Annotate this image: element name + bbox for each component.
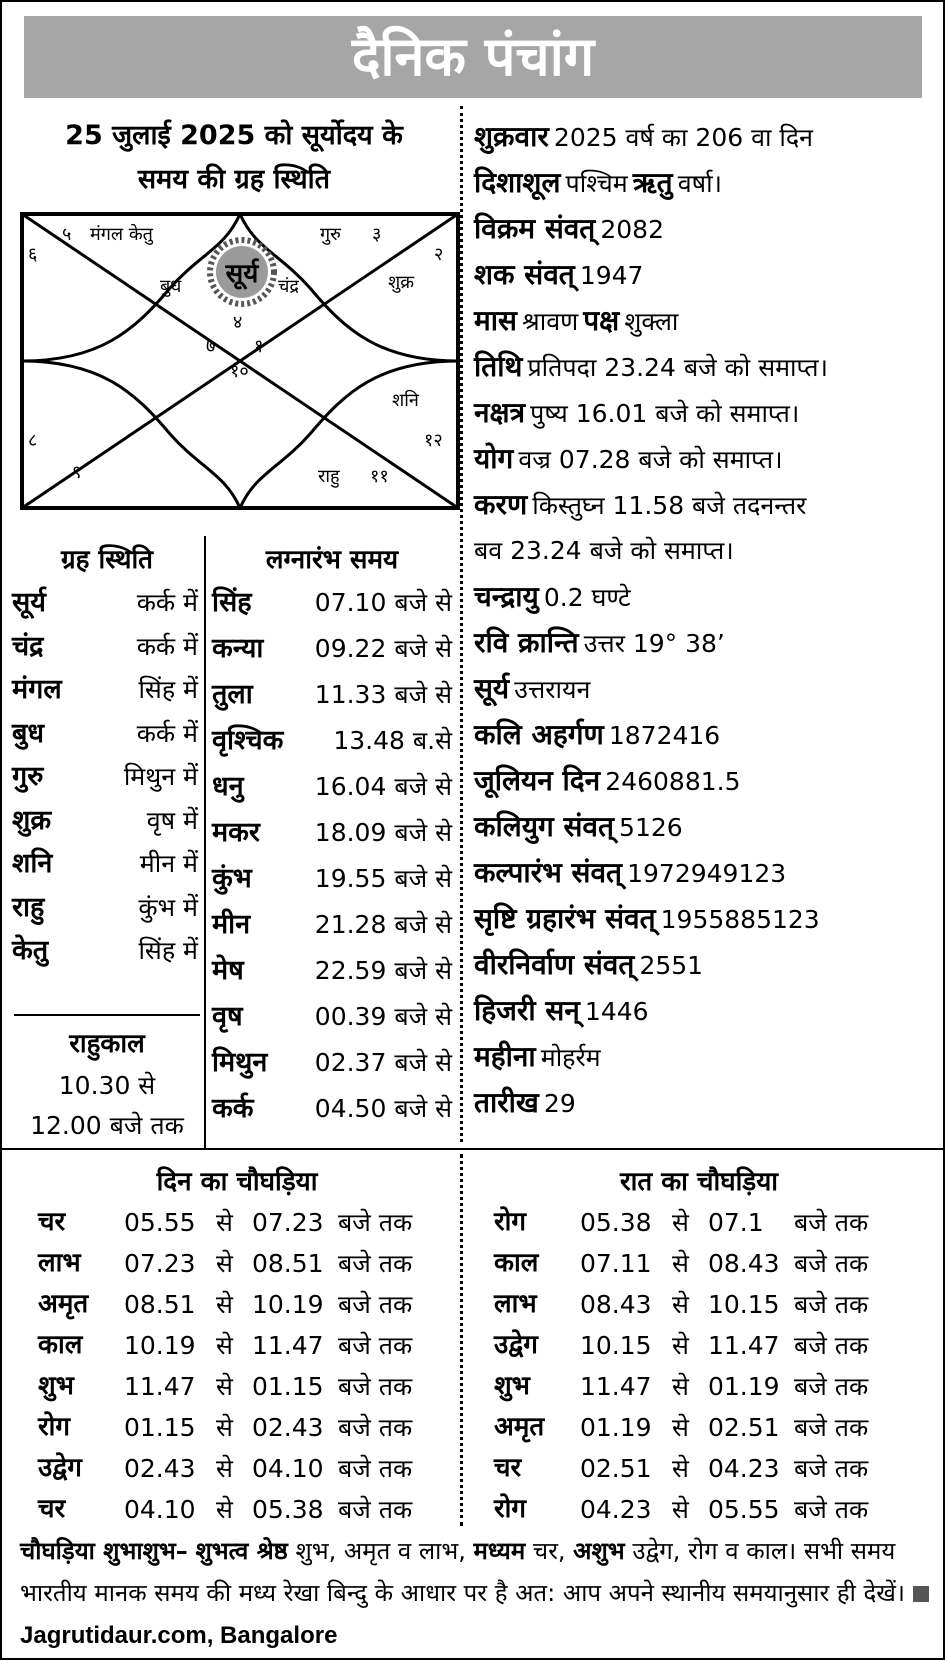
lagna-row [212,580,452,626]
panchang-key: शक संवत् [474,258,575,291]
panchang-row [474,436,783,482]
graha-row [12,798,198,844]
graha-row [12,841,198,887]
choghadiya-name: चर [38,1207,66,1237]
lagna-row [212,948,452,994]
choghadiya-to: 08.43 [708,1249,780,1278]
panchang-value: मोहर्रम [540,1043,601,1072]
choghadiya-name: काल [38,1330,83,1360]
rahukaal-line2: 12.00 बजे तक [30,1111,184,1140]
panchang-value: 1947 [579,261,644,290]
panchang-key: दिशाशूल [474,166,561,199]
panchang-value: 5126 [619,813,683,842]
panchang-value: 1972949123 [627,859,787,888]
choghadiya-name: लाभ [494,1289,537,1319]
choghadiya-se: से [216,1495,233,1524]
choghadiya-to: 07.1 [708,1208,764,1237]
lagna-sign: मेष [212,955,244,986]
footer-text-3: चर, [532,1537,566,1565]
panchang-key: शुक्रवार [474,120,549,153]
lagna-time: 21.28 बजे से [314,910,452,939]
panchang-value: बव 23.24 बजे को समाप्त। [474,536,734,565]
panchang-row [474,390,799,436]
choghadiya-from: 01.19 [580,1413,652,1442]
choghadiya-se: से [216,1208,233,1237]
house-3: ३ [372,224,382,245]
choghadiya-tail: बजे तक [338,1413,413,1442]
choghadiya-to: 04.10 [252,1454,324,1483]
choghadiya-se: से [216,1249,233,1278]
panchang-value: 2025 वर्ष का 206 वा दिन [553,123,814,152]
panchang-row [474,712,720,758]
graha-sign: मीन में [139,849,198,878]
choghadiya-se: से [216,1372,233,1401]
graha-row [12,667,198,713]
lagna-row [212,810,452,856]
choghadiya-se: से [672,1372,689,1401]
lagna-sign: वृष [212,1001,243,1032]
choghadiya-tail: बजे तक [794,1208,869,1237]
choghadiya-from: 05.55 [124,1208,196,1237]
rahukaal-divider [14,1014,200,1016]
choghadiya-from: 04.23 [580,1495,652,1524]
panchang-value: 2082 [600,215,664,244]
choghadiya-se: से [216,1331,233,1360]
choghadiya-to: 11.47 [252,1331,324,1360]
panchang-row [474,666,590,712]
choghadiya-se: से [672,1208,689,1237]
panchang-key: मास [474,304,517,337]
choghadiya-to: 02.51 [708,1413,780,1442]
graha-sign: कर्क में [136,588,198,617]
choghadiya-to: 05.38 [252,1495,324,1524]
graha-row [12,580,198,626]
choghadiya-name: रोग [494,1494,527,1524]
kundli-chart [20,212,460,510]
panchang-value: पुष्य 16.01 बजे को समाप्त। [530,399,800,428]
choghadiya-name: उद्वेग [494,1330,538,1360]
din_choghadiya-row [38,1325,478,1366]
panchang-value: 2551 [639,951,704,980]
planet-shukra: शुक्र [388,272,415,293]
lagna-row [212,764,452,810]
house-7: ७ [206,336,216,357]
choghadiya-tail: बजे तक [338,1290,413,1319]
panchang-value: 0.2 घण्टे [543,583,631,612]
panchang-row [474,1080,576,1126]
lagna-sign: सिंह [212,587,252,618]
lagna-sign: मीन [212,909,251,940]
footer-text-4: उद्वेग, रोग व काल। सभी समय भारतीय मानक समय की मध्य रेखा बिन्दु के आधार पर है अत: आप अपने स्थानीय समयानुसार ही देखें। [20,1537,905,1607]
lagna-row [212,718,452,764]
choghadiya-from: 02.43 [124,1454,196,1483]
lagna-time: 19.55 बजे से [314,864,452,893]
panchang-key-2: ऋतु [632,166,673,199]
footer-note [20,1530,932,1657]
choghadiya-tail: बजे तक [794,1454,869,1483]
choghadiya-tail: बजे तक [794,1290,869,1319]
lagna-sign: मकर [212,817,260,848]
din-choghadiya-heading: दिन का चौघड़िया [156,1167,318,1197]
panchang-row [474,620,725,666]
planet-surya: सूर्य [225,259,259,289]
panchang-value: 2460881.5 [605,767,741,796]
choghadiya-to: 10.15 [708,1290,780,1319]
lagna-time: 13.48 ब.से [333,726,452,755]
choghadiya-name: लाभ [38,1248,81,1278]
panchang-key: करण [474,488,528,521]
choghadiya-to: 07.23 [252,1208,324,1237]
house-1: १ [254,336,264,357]
choghadiya-tail: बजे तक [338,1249,413,1278]
choghadiya-to: 02.43 [252,1413,324,1442]
panchang-row [474,298,678,344]
choghadiya-name: चर [494,1453,522,1483]
choghadiya-name: शुभ [38,1371,74,1401]
graha-planet: केतु [12,935,49,966]
panchang-key: तिथि [474,350,523,383]
panchang-value: 1446 [584,997,649,1026]
house-10: १० [230,361,249,382]
choghadiya-from: 07.11 [580,1249,652,1278]
din_choghadiya-row [38,1284,478,1325]
din_choghadiya-row [38,1489,478,1530]
choghadiya-tail: बजे तक [794,1372,869,1401]
house-2: २ [434,244,444,265]
choghadiya-se: से [216,1290,233,1319]
din_choghadiya-row [38,1366,478,1407]
choghadiya-se: से [672,1249,689,1278]
graha-planet: गुरु [12,761,44,792]
lagna-time: 09.22 बजे से [314,634,452,663]
choghadiya-se: से [672,1331,689,1360]
lagna-row [212,1040,452,1086]
choghadiya-from: 10.19 [124,1331,196,1360]
lagna-time: 00.39 बजे से [314,1002,452,1031]
graha-row [12,711,198,757]
choghadiya-tail: बजे तक [338,1331,413,1360]
lagna-row [212,856,452,902]
house-6: ६ [28,244,38,265]
graha-row [12,928,198,974]
panchang-row [474,896,820,942]
planet-mangal-ketu: मंगल केतु [90,224,153,245]
choghadiya-from: 05.38 [580,1208,652,1237]
lagna-row [212,902,452,948]
planet-rahu: राहु [318,466,340,487]
choghadiya-from: 08.43 [580,1290,652,1319]
house-8: ८ [28,430,38,451]
graha-sign: कर्क में [136,631,198,661]
graha-row [12,754,198,800]
panchang-row [474,206,664,252]
panchang-value-2: शुक्ला [624,307,679,336]
panchang-key: सृष्टि ग्रहारंभ संवत् [474,902,656,935]
choghadiya-name: अमृत [38,1289,89,1319]
panchang-row [474,528,734,574]
lagna-time: 22.59 बजे से [314,956,452,985]
panchang-row [474,160,722,206]
choghadiya-tail: बजे तक [794,1249,869,1278]
lagna-sign: धनु [212,771,244,802]
rahukaal-heading: राहुकाल [69,1029,145,1059]
choghadiya-from: 10.15 [580,1331,652,1360]
choghadiya-from: 11.47 [580,1372,652,1401]
panchang-key: विक्रम संवत् [474,212,596,245]
panchang-row [474,850,786,896]
choghadiya-from: 07.23 [124,1249,196,1278]
panchang-row [474,988,649,1034]
choghadiya-tail: बजे तक [338,1495,413,1524]
choghadiya-to: 05.55 [708,1495,780,1524]
lagna-row [212,994,452,1040]
graha-row [12,885,198,931]
panchang-value: उत्तर 19° 38’ [583,629,725,658]
choghadiya-from: 11.47 [124,1372,196,1401]
raat_choghadiya-row [494,1407,934,1448]
panchang-value: उत्तरायन [514,675,591,704]
choghadiya-from: 08.51 [124,1290,196,1319]
graha-planet: चंद्र [12,630,44,662]
rahukaal-line1: 10.30 से [58,1071,156,1100]
house-12: १२ [424,430,443,451]
lagna-sign: कन्या [212,633,264,664]
panchang-row [474,942,703,988]
lagna-sign: मिथुन [212,1047,268,1078]
choghadiya-se: से [216,1454,233,1483]
raat_choghadiya-row [494,1284,934,1325]
din_choghadiya-row [38,1243,478,1284]
choghadiya-to: 01.19 [708,1372,780,1401]
panchang-key-2: पक्ष [583,304,620,337]
panchang-row [474,344,828,390]
graha-lagna-divider [204,536,206,1148]
footer-key-2: शुभत्व श्रेष्ठ [195,1537,288,1565]
raat-choghadiya-heading: रात का चौघड़िया [619,1167,779,1197]
choghadiya-to: 10.19 [252,1290,324,1319]
panchang-row [474,758,741,804]
graha-sign: सिंह में [138,936,198,965]
raat_choghadiya-row [494,1448,934,1489]
din_choghadiya-row [38,1202,478,1243]
panchang-row [474,252,643,298]
lagna-sign: कुंभ [212,863,252,894]
graha-planet: बुध [12,717,45,749]
panchang-key: योग [474,442,514,475]
graha-sign: कर्क में [136,718,198,748]
din_choghadiya-row [38,1448,478,1489]
choghadiya-se: से [672,1454,689,1483]
panchang-key: रवि क्रान्ति [474,626,579,659]
lagna-sign: कर्क [212,1093,254,1124]
choghadiya-tail: बजे तक [794,1413,869,1442]
graha-sthiti-heading: ग्रह स्थिति [60,545,154,575]
footer-square-icon [913,1586,929,1602]
choghadiya-tail: बजे तक [794,1331,869,1360]
choghadiya-name: अमृत [494,1412,545,1442]
raat_choghadiya-row [494,1489,934,1530]
panchang-value: 1872416 [608,721,721,750]
panchang-value: किस्तुघ्न 11.58 बजे तदनन्तर [532,491,807,520]
graha-planet: मंगल [12,674,62,705]
graha-planet: शुक्र [12,804,52,836]
lagna-time: 07.10 बजे से [314,588,452,617]
lagna-sign: वृश्चिक [212,725,284,756]
panchang-key: जूलियन दिन [474,764,601,797]
planet-guru: गुरु [320,224,341,245]
panchang-key: महीना [474,1040,536,1073]
planet-budh: बुध [160,276,182,297]
panchang-value: 29 [543,1089,576,1118]
choghadiya-from: 02.51 [580,1454,652,1483]
panchang-value-2: वर्षा। [677,169,723,198]
choghadiya-name: चर [38,1494,66,1524]
choghadiya-se: से [672,1413,689,1442]
footer-key-1: चौघड़िया शुभाशुभ– [20,1537,188,1565]
house-4: ४ [233,312,243,333]
choghadiya-name: शुभ [494,1371,530,1401]
graha-planet: राहु [12,891,45,923]
house-5: ५ [62,224,72,245]
panchang-value: प्रतिपदा 23.24 बजे को समाप्त। [527,353,828,382]
panchang-key: कलियुग संवत् [474,810,614,843]
raat_choghadiya-row [494,1202,934,1243]
planet-chandra: चंद्र [278,276,299,297]
panchang-value: 1955885123 [660,905,820,934]
panchang-key: चन्द्रायु [474,580,539,613]
choghadiya-name: रोग [38,1412,71,1442]
raat_choghadiya-row [494,1366,934,1407]
kundli-title-line1: 25 जुलाई 2025 को सूर्योदय के [65,120,403,151]
choghadiya-to: 04.23 [708,1454,780,1483]
lagna-time: 04.50 बजे से [314,1094,452,1123]
graha-planet: शनि [12,848,53,879]
panchang-key: तारीख [474,1086,539,1119]
footer-key-4: अशुभ [573,1537,625,1565]
choghadiya-from: 01.15 [124,1413,196,1442]
panchang-key: हिजरी सन् [474,994,580,1027]
choghadiya-to: 08.51 [252,1249,324,1278]
panchang-value: श्रावण [522,307,579,336]
choghadiya-to: 11.47 [708,1331,780,1360]
panchang-row [474,482,806,528]
panchang-row [474,804,683,850]
choghadiya-tail: बजे तक [338,1208,413,1237]
lagna-heading: लग्नारंभ समय [265,545,399,575]
footer-key-3: मध्यम [473,1537,526,1565]
choghadiya-tail: बजे तक [338,1454,413,1483]
lagna-row [212,626,452,672]
footer-brand: Jagrutidaur.com, Bangalore [20,1622,338,1649]
graha-planet: सूर्य [12,587,46,618]
lagna-time: 16.04 बजे से [314,772,452,801]
center-divider-top [460,106,463,1142]
lagna-time: 02.37 बजे से [314,1048,452,1077]
house-11: ११ [370,466,389,487]
choghadiya-se: से [672,1290,689,1319]
raat_choghadiya-row [494,1243,934,1284]
graha-row [12,624,198,670]
lagna-time: 18.09 बजे से [314,818,452,847]
choghadiya-se: से [672,1495,689,1524]
graha-sign: वृष में [146,805,198,835]
kundli-title-line2: समय की ग्रह स्थिति [137,164,331,195]
lagna-time: 11.33 बजे से [314,680,452,709]
house-9: ९ [72,462,82,483]
choghadiya-name: उद्वेग [38,1453,82,1483]
lagna-row [212,1086,452,1132]
footer-text-2: शुभ, अमृत व लाभ, [295,1537,466,1565]
panchang-value: पश्चिम [565,169,628,198]
choghadiya-to: 01.15 [252,1372,324,1401]
din_choghadiya-row [38,1407,478,1448]
panchang-row [474,1034,601,1080]
panchang-value: वज्र 07.28 बजे को समाप्त। [518,445,783,474]
planet-shani: शनि [392,390,419,411]
graha-sign: कुंभ में [138,892,198,922]
choghadiya-tail: बजे तक [338,1372,413,1401]
kundli-title [14,114,454,202]
graha-sign: मिथुन में [123,762,198,791]
panchang-key: कल्पारंभ संवत् [474,856,623,889]
choghadiya-from: 04.10 [124,1495,196,1524]
lagna-row [212,672,452,718]
graha-sign: सिंह में [138,675,198,704]
raat_choghadiya-row [494,1325,934,1366]
choghadiya-name: काल [494,1248,539,1278]
page-title: दैनिक पंचांग [24,16,922,98]
panchang-key: सूर्य [474,672,510,705]
lagna-sign: तुला [212,679,253,710]
choghadiya-name: रोग [494,1207,527,1237]
panchang-key: कलि अहर्गण [474,718,604,751]
choghadiya-se: से [216,1413,233,1442]
panchang-key: वीरनिर्वाण संवत् [474,948,635,981]
panchang-row [474,574,631,620]
choghadiya-separator [2,1148,943,1150]
panchang-key: नक्षत्र [474,396,526,429]
choghadiya-tail: बजे तक [794,1495,869,1524]
panchang-row [474,114,813,160]
